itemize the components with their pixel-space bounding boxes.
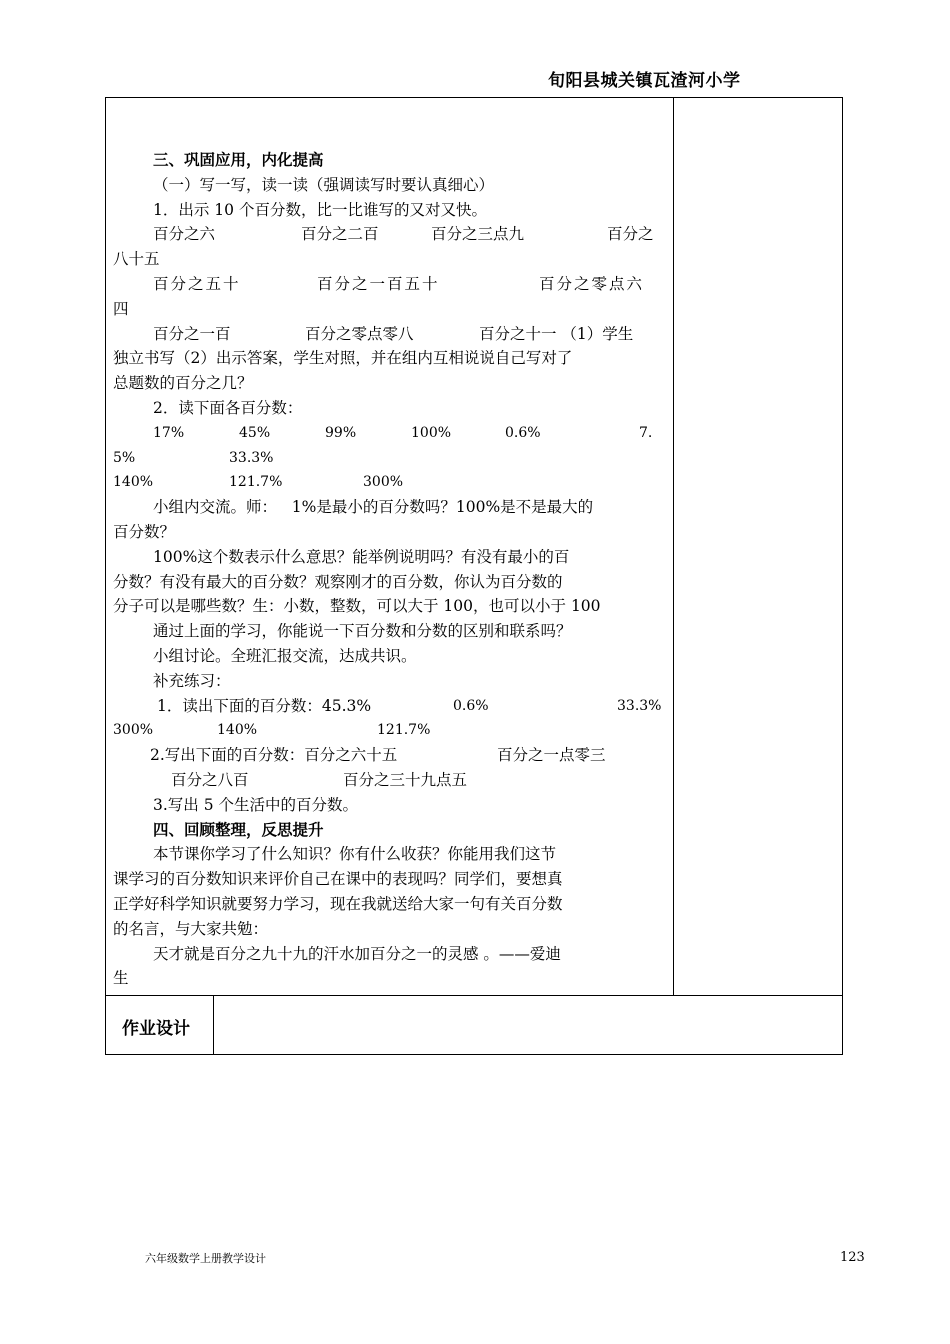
word: 百分之二百 <box>301 225 379 244</box>
quote-line: 生 <box>113 969 129 988</box>
word: 百分之零点六 <box>539 274 645 293</box>
percent-row-2 <box>113 470 666 495</box>
homework-label: 作业设计 <box>122 1019 190 1039</box>
item-1: 1．出示 10 个百分数，比一比谁写的又对又快。 <box>153 200 487 219</box>
word: 百分之零点零八 <box>305 324 414 343</box>
supplement-title: 补充练习： <box>153 671 231 690</box>
paragraph-line: 100%这个数表示什么意思？能举例说明吗？有没有最小的百 <box>153 547 570 566</box>
paragraph-line: 正学好科学知识就要努力学习，现在我就送给大家一句有关百分数 <box>113 894 563 913</box>
percent-row-1 <box>113 421 666 446</box>
paragraph-line: 的名言，与大家共勉： <box>113 919 269 938</box>
percent: 121.7% <box>229 474 283 491</box>
paragraph-line: 课学习的百分数知识来评价自己在课中的表现吗？同学们，要想真 <box>113 870 563 889</box>
paragraph-line: 小组讨论。全班汇报交流，达成共识。 <box>153 646 417 665</box>
paragraph-line: 独立书写（2）出示答案，学生对照，并在组内互相说说自己写对了 <box>113 349 573 368</box>
text: 1．读出下面的百分数：45.3% <box>157 696 372 715</box>
text: 2.写出下面的百分数：百分之六十五 <box>150 746 398 765</box>
percent: 5% <box>113 449 136 466</box>
word: 百分之五十 <box>153 274 241 293</box>
percent: 0.6% <box>505 424 541 441</box>
percent: 33.3% <box>617 697 662 714</box>
percent: 140% <box>113 474 154 491</box>
percent: 7. <box>639 424 653 441</box>
quote-line: 天才就是百分之九十九的汗水加百分之一的灵感 。——爱迪 <box>153 944 561 963</box>
text: 百分之三十九点五 <box>343 770 468 789</box>
supplement-row-2 <box>113 743 666 768</box>
section-4-title: 四、回顾整理，反思提升 <box>153 820 324 839</box>
subsection-1: （一）写一写，读一读（强调读写时要认真细心） <box>153 175 495 194</box>
paragraph-line: 百分数？ <box>113 522 176 541</box>
percent-row-1b <box>113 446 666 471</box>
word: 百分之 <box>607 225 654 244</box>
text: 百分之八百 <box>171 770 249 789</box>
section-3-title: 三、巩固应用，内化提高 <box>153 151 324 169</box>
word: 百分之一百五十 <box>317 274 440 293</box>
item-2: 2．读下面各百分数： <box>153 398 303 417</box>
word-row-3 <box>113 322 666 347</box>
homework-divider <box>213 995 214 1054</box>
school-name: 旬阳县城关镇瓦渣河小学 <box>548 71 741 91</box>
footer-title: 六年级数学上册教学设计 <box>145 1252 266 1265</box>
percent: 300% <box>363 474 404 491</box>
paragraph-line: 通过上面的学习，你能说一下百分数和分数的区别和联系吗？ <box>153 622 572 641</box>
percent: 100% <box>411 424 452 441</box>
column-divider <box>673 98 674 995</box>
word-row-1 <box>113 222 666 247</box>
word: 百分之三点九 <box>431 225 525 244</box>
paragraph-line: 总题数的百分之几？ <box>113 374 253 393</box>
supplement-row-1 <box>113 694 666 719</box>
supplement-row-2b <box>113 768 666 793</box>
percent: 17% <box>153 424 185 441</box>
paragraph-line: 本节课你学习了什么知识？你有什么收获？你能用我们这节 <box>153 845 557 864</box>
percent: 140% <box>217 722 258 739</box>
percent: 0.6% <box>453 697 489 714</box>
supplement-3: 3.写出 5 个生活中的百分数。 <box>153 795 359 814</box>
percent: 99% <box>325 424 357 441</box>
supplement-row-1b <box>113 718 666 743</box>
percent: 45% <box>239 424 271 441</box>
paragraph-line: 分数？有没有最大的百分数？观察刚才的百分数，你认为百分数的 <box>113 572 563 591</box>
word-row-2-cont: 四 <box>113 299 129 318</box>
lesson-content <box>113 148 666 991</box>
word: 百分之一百 <box>153 324 231 343</box>
text: 百分之一点零三 <box>497 746 606 765</box>
percent: 121.7% <box>377 722 431 739</box>
row-divider <box>106 995 842 996</box>
word: 百分之六 <box>153 225 216 244</box>
percent: 33.3% <box>229 449 274 466</box>
paragraph-line: 小组内交流。师： 1%是最小的百分数吗？100%是不是最大的 <box>153 498 594 517</box>
page-number: 123 <box>840 1250 865 1265</box>
paragraph-line: 分子可以是哪些数？生：小数，整数，可以大于 100，也可以小于 100 <box>113 597 601 616</box>
percent: 300% <box>113 722 154 739</box>
word-row-1-cont: 八十五 <box>113 250 160 269</box>
word: 百分之十一 （1）学生 <box>479 324 634 343</box>
word-row-2 <box>113 272 666 297</box>
